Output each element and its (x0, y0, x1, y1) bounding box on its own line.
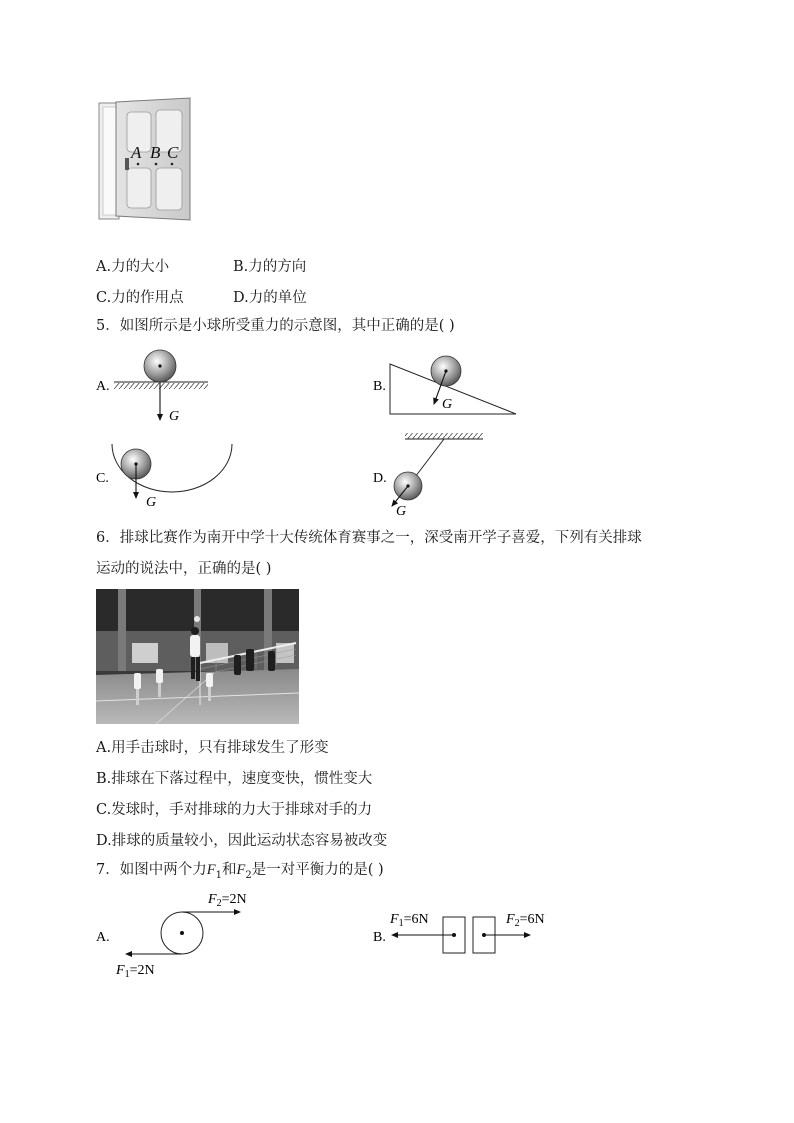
q7-option-a-letter: A. (96, 930, 110, 945)
q7-option-a-f2: $F_2=2N$ (208, 892, 247, 909)
q7-option-b-letter: B. (373, 930, 386, 945)
door-label-a: A (131, 143, 142, 162)
q4-option-c: C.力的作用点 (96, 290, 184, 306)
q5-option-a-letter: A. (96, 379, 110, 394)
q6-option-b: B.排球在下落过程中，速度变快，惯性变大 (96, 771, 373, 787)
q6-option-c: C.发球时，手对排球的力大于排球对手的力 (96, 802, 373, 818)
door-label-c: C (167, 143, 179, 162)
door-figure (96, 96, 196, 224)
door-label-b: B (150, 143, 161, 162)
q6-option-d: D.排球的质量较小，因此运动状态容易被改变 (96, 833, 388, 849)
q4-option-d: D.力的单位 (233, 290, 307, 306)
q7-figures (90, 885, 570, 980)
q6-stem-line1: 6．排球比赛作为南开中学十大传统体育赛事之一，深受南开学子喜爱，下列有关排球 (96, 530, 642, 546)
q7-option-b-f1: $F_1=6N$ (390, 912, 429, 929)
q7-option-b-f2: $F_2=6N$ (506, 912, 545, 929)
q5-stem: 5．如图所示是小球所受重力的示意图，其中正确的是( ) (96, 318, 455, 334)
q5-force-c: G (146, 495, 157, 510)
q5-force-d: G (396, 504, 407, 516)
q5-figures (90, 340, 530, 516)
q4-option-a: A.力的大小 (96, 259, 170, 275)
q5-option-d-letter: D. (373, 471, 387, 486)
q7-stem: 7．如图中两个力$F_1$和$F_2$是一对平衡力的是( ) (96, 862, 384, 881)
q6-stem-line2: 运动的说法中，正确的是( ) (96, 561, 272, 577)
q6-option-a: A.用手击球时，只有排球发生了形变 (96, 740, 329, 756)
q5-force-b: G (442, 397, 453, 412)
q7-option-a-f1: $F_1=2N$ (116, 963, 155, 980)
volleyball-photo (96, 589, 299, 724)
q5-option-b-letter: B. (373, 379, 386, 394)
q5-force-a: G (169, 409, 180, 424)
q4-option-b: B.力的方向 (233, 259, 307, 275)
q5-option-c-letter: C. (96, 471, 109, 486)
